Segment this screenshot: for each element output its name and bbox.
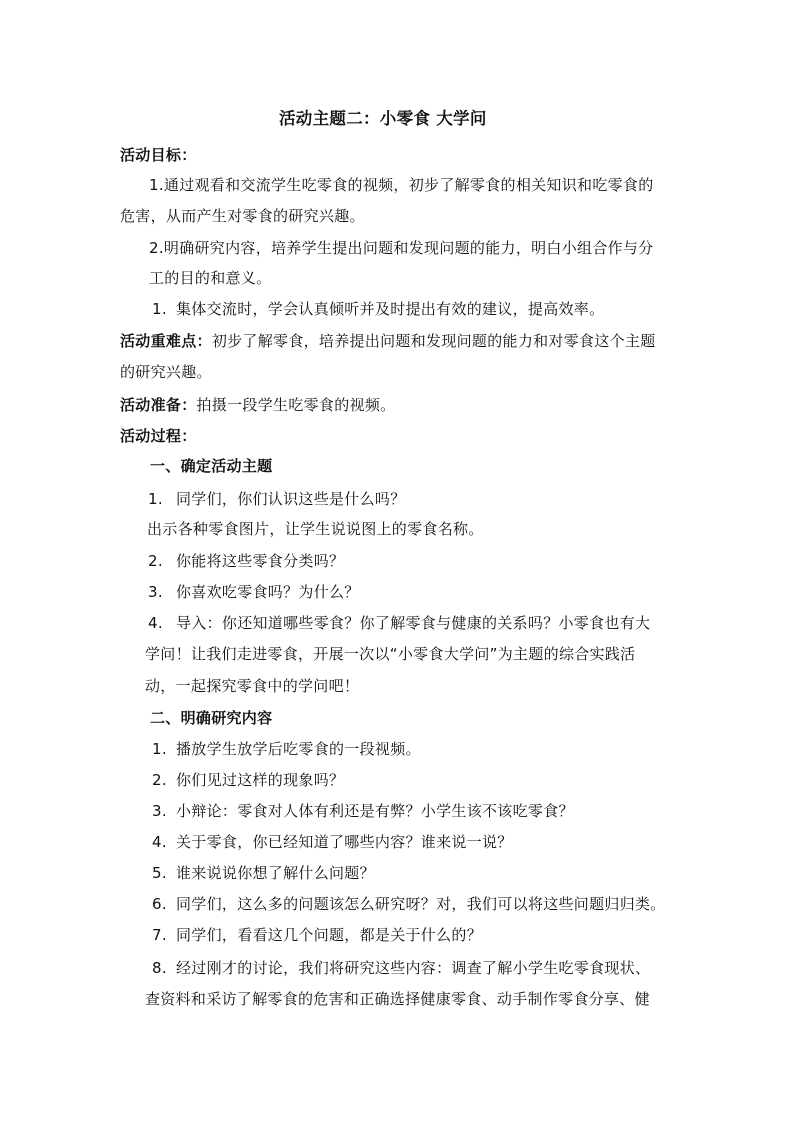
preparation-text: 拍摄一段学生吃零食的视频。 <box>196 396 396 414</box>
goal-3-number: 1. <box>152 300 167 318</box>
section-1-item-4 <box>148 613 650 633</box>
goal-3-text: 集体交流时，学会认真倾听并及时提出有效的建议，提高效率。 <box>176 300 605 318</box>
list-text: 播放学生放学后吃零食的一段视频。 <box>176 740 421 758</box>
list-number: 3. <box>148 583 163 601</box>
list-number: 6. <box>152 895 167 913</box>
process-heading: 活动过程： <box>120 427 197 445</box>
key-points-label: 活动重难点： <box>120 332 212 350</box>
goal-2-line-2: 工的目的和意义。 <box>149 269 272 287</box>
goal-3 <box>152 299 604 319</box>
list-text: 你喜欢吃零食吗？为什么？ <box>176 583 360 601</box>
key-points-text: 初步了解零食，培养提出问题和发现问题的能力和对零食这个主题 <box>211 332 656 350</box>
list-text: 关于零食，你已经知道了哪些内容？谁来说一说？ <box>176 833 513 851</box>
list-text: 谁来说说你想了解什么问题？ <box>176 864 375 882</box>
goal-1-line-1: 1.通过观看和交流学生吃零食的视频，初步了解零食的相关知识和吃零食的 <box>149 176 654 194</box>
list-text: 同学们，看看这几个问题，都是关于什么的？ <box>176 926 483 944</box>
list-number: 7. <box>152 926 167 944</box>
section-1-item-4-line-2: 学问！让我们走进零食，开展一次以“小零食大学问”为主题的综合实践活 <box>145 645 636 663</box>
section-1-item-2 <box>148 551 344 571</box>
list-text: 同学们，你们认识这些是什么吗？ <box>176 490 406 508</box>
list-number: 4. <box>148 614 163 632</box>
section-1-item-1 <box>148 489 406 509</box>
page-title: 活动主题二：小零食 大学问 <box>279 109 487 128</box>
preparation-label: 活动准备： <box>120 396 197 414</box>
list-number: 2. <box>152 771 167 789</box>
section-2-item-5 <box>152 863 375 883</box>
section-2-item-4 <box>152 832 513 852</box>
list-text: 同学们，这么多的问题该怎么研究呀？对，我们可以将这些问题归归类。 <box>176 895 666 913</box>
list-text: 小辩论：零食对人体有利还是有弊？小学生该不该吃零食？ <box>176 802 574 820</box>
key-points-line-2: 的研究兴趣。 <box>120 363 212 381</box>
section-1-item-3 <box>148 582 360 602</box>
list-text: 你能将这些零食分类吗？ <box>176 552 345 570</box>
list-number: 1. <box>152 740 167 758</box>
goals-heading: 活动目标： <box>120 146 197 164</box>
list-number: 1. <box>148 490 163 508</box>
section-2-item-3 <box>152 801 574 821</box>
section-1-item-4-line-3: 动，一起探究零食中的学问吧！ <box>145 677 360 695</box>
goal-2-line-1: 2.明确研究内容，培养学生提出问题和发现问题的能力，明白小组合作与分 <box>149 239 654 257</box>
list-number: 8. <box>152 959 167 977</box>
list-text: 你们见过这样的现象吗？ <box>176 771 345 789</box>
section-2-item-7 <box>152 925 482 945</box>
section-2-item-8 <box>152 958 650 978</box>
list-number: 5. <box>152 864 167 882</box>
list-text: 导入：你还知道哪些零食？你了解零食与健康的关系吗？小零食也有大 <box>176 614 651 632</box>
list-number: 2. <box>148 552 163 570</box>
key-points-line-1 <box>120 331 656 351</box>
list-number: 4. <box>152 833 167 851</box>
section-2-item-2 <box>152 770 344 790</box>
preparation-line <box>120 395 395 415</box>
section-2-heading: 二、明确研究内容 <box>150 709 273 727</box>
list-text: 经过刚才的讨论，我们将研究这些内容：调查了解小学生吃零食现状、 <box>176 959 651 977</box>
section-2-item-6 <box>152 894 666 914</box>
section-1-note: 出示各种零食图片，让学生说说图上的零食名称。 <box>147 520 484 538</box>
list-number: 3. <box>152 802 167 820</box>
section-2-item-1 <box>152 739 421 759</box>
section-1-heading: 一、确定活动主题 <box>150 457 273 475</box>
section-2-item-8-line-2: 查资料和采访了解零食的危害和正确选择健康零食、动手制作零食分享、健 <box>145 990 650 1008</box>
goal-1-line-2: 危害，从而产生对零食的研究兴趣。 <box>120 207 365 225</box>
